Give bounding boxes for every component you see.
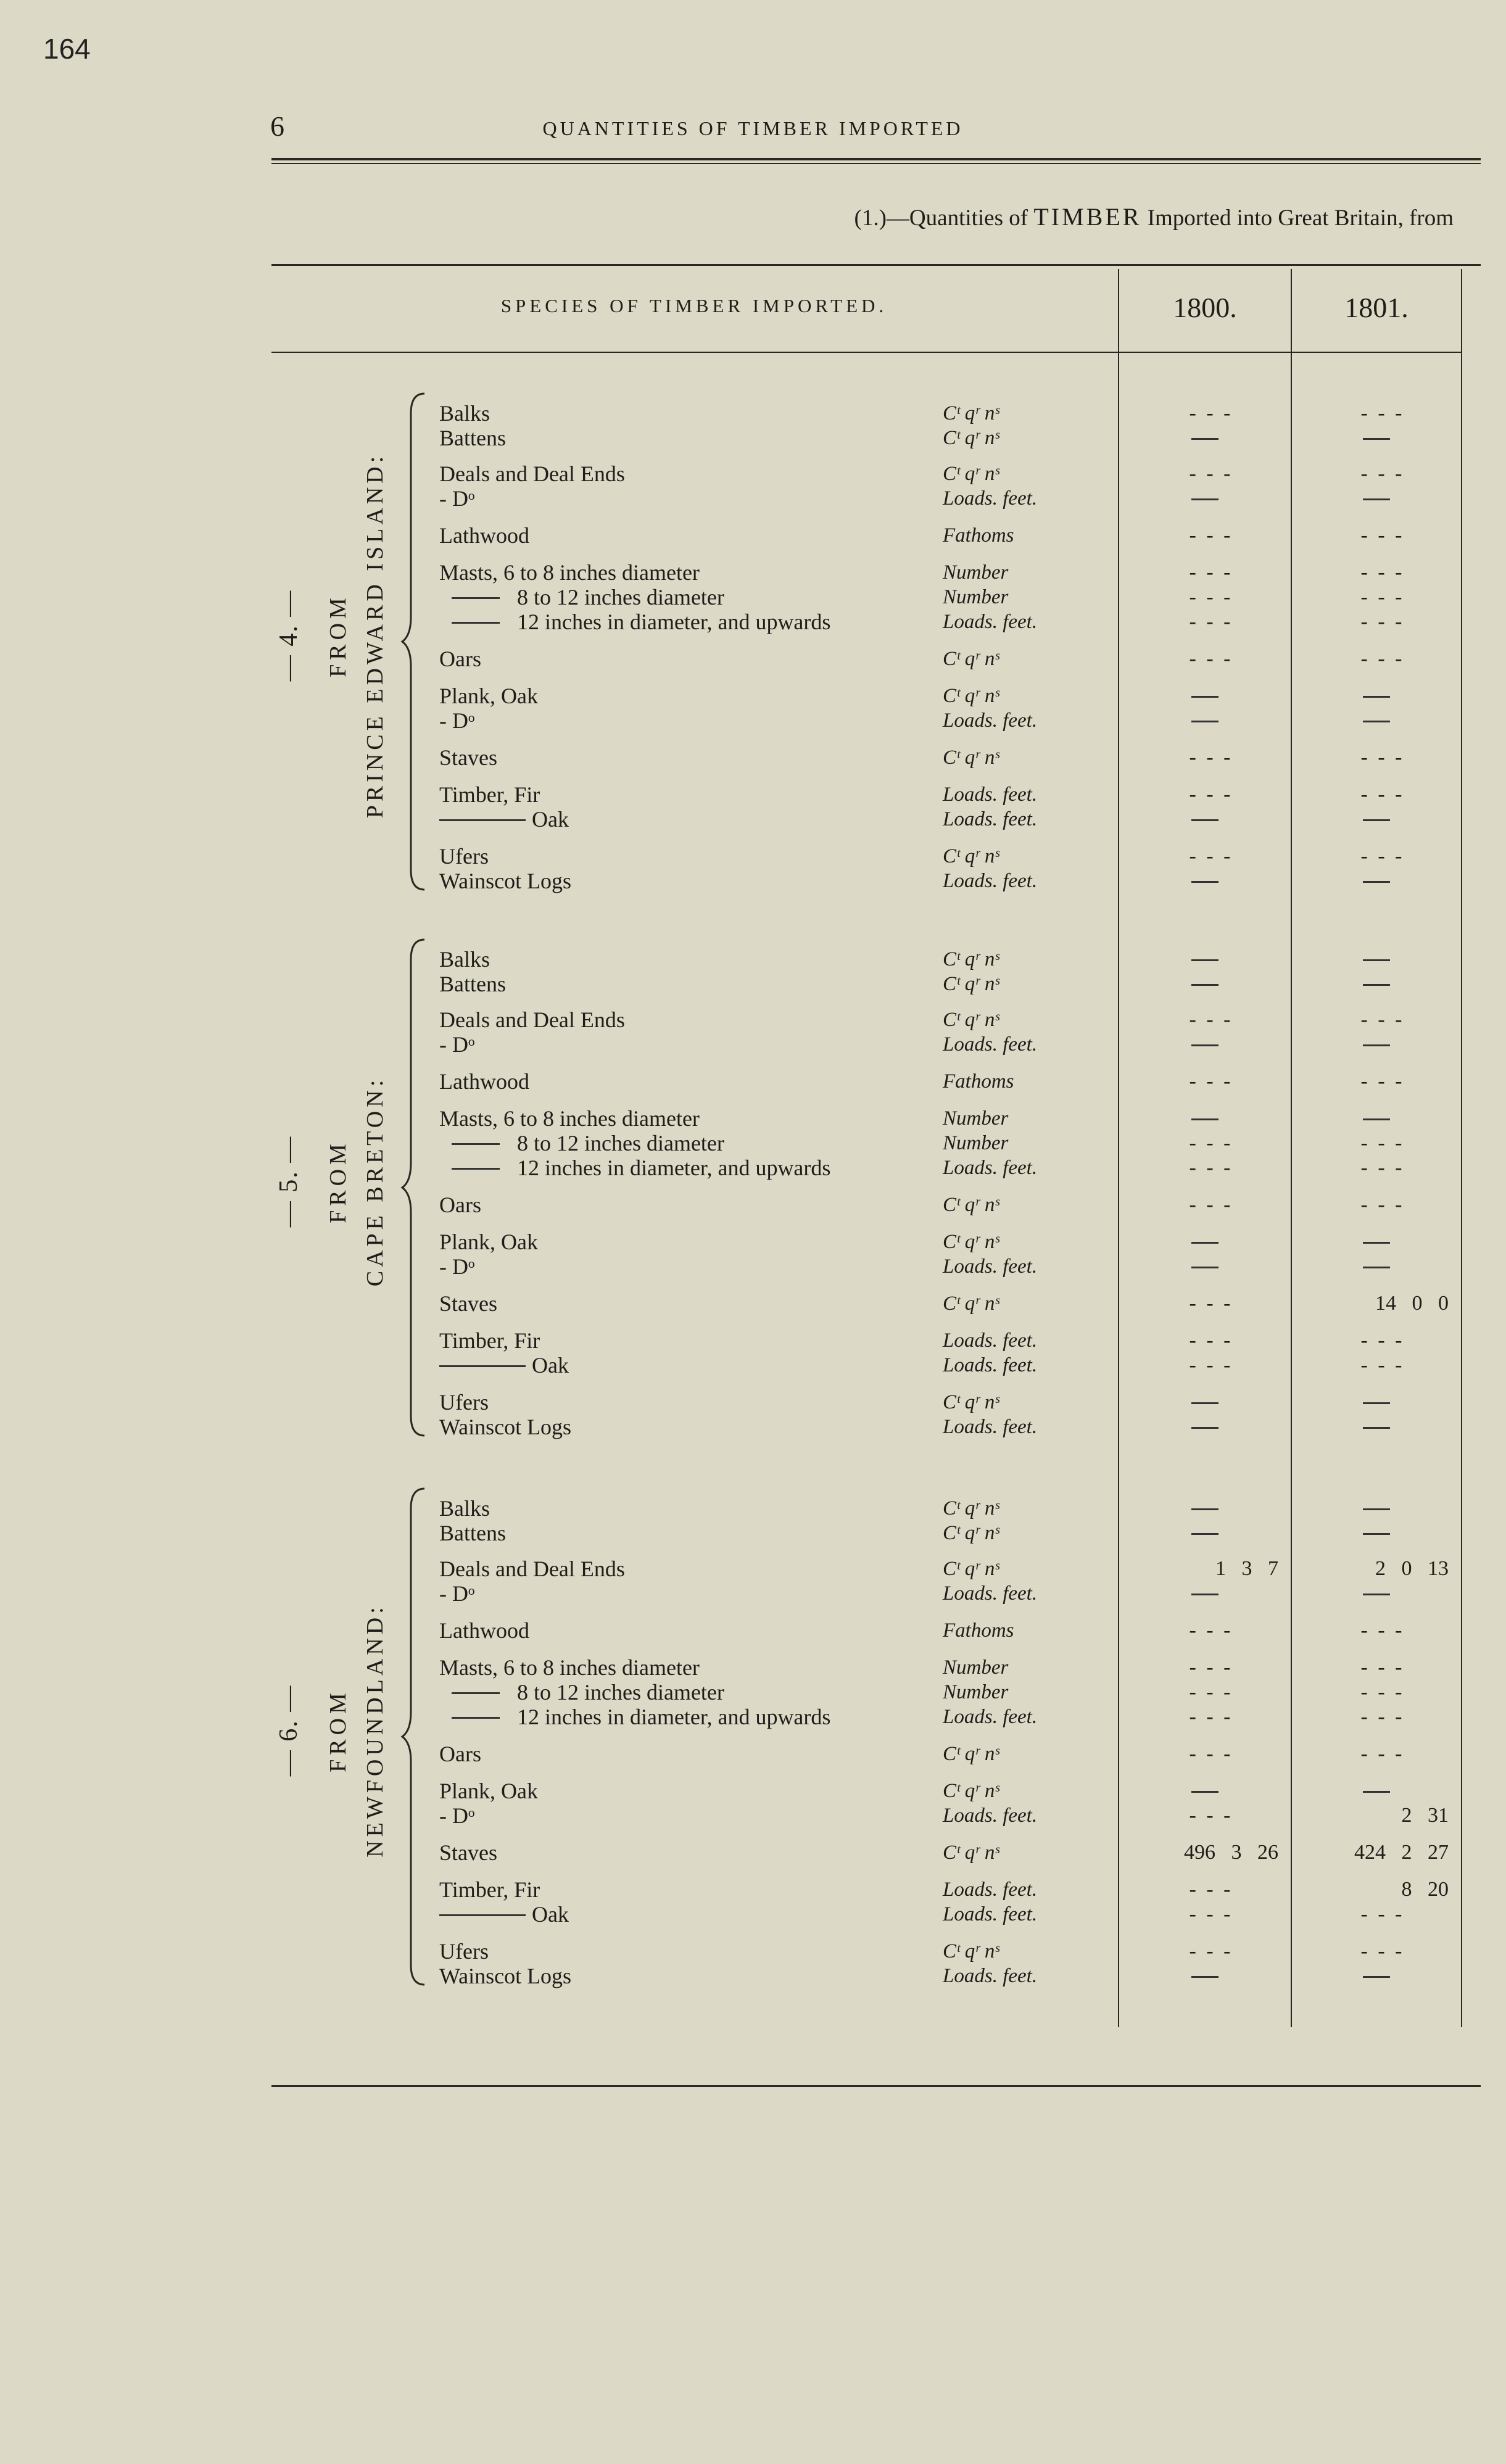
nil-dash [1191, 984, 1218, 986]
species-label: Deals and Deal Ends [439, 1557, 625, 1581]
species-label: - Dᵒ [439, 1803, 475, 1828]
species-label: Balks [439, 1496, 490, 1521]
species-label: Lathwood [439, 1069, 529, 1094]
quantity-value: 1 3 7 [1215, 1557, 1278, 1580]
unit-label: Loads. feet. [943, 870, 1038, 892]
nil-dash [1191, 1533, 1218, 1535]
column-divider-1800 [1118, 269, 1119, 2027]
nil-dash [1363, 984, 1390, 986]
column-divider-right [1461, 269, 1462, 2027]
section-region: PRINCE EDWARD ISLAND: [362, 452, 388, 819]
species-label: Staves [439, 1840, 497, 1865]
species-label: Wainscot Logs [439, 1415, 572, 1439]
nil-dash [1363, 1594, 1390, 1595]
quantity-value: 14 0 0 [1375, 1292, 1449, 1315]
unit-label: Loads. feet. [943, 1255, 1038, 1278]
no-entry-dots: - - - [1360, 746, 1405, 769]
ditto-lead-dash [439, 1914, 526, 1916]
no-entry-dots: - - - [1189, 1292, 1233, 1315]
nil-dash [1191, 1976, 1218, 1978]
species-label: 12 inches in diameter, and upwards [517, 1705, 831, 1729]
species-label: Wainscot Logs [439, 1964, 572, 1988]
unit-label: Cᵗ qʳ nˢ [943, 402, 999, 424]
no-entry-dots: - - - [1360, 1656, 1405, 1679]
nil-dash [1363, 1044, 1390, 1046]
caption-prefix: (1.)—Quantities of [854, 205, 1028, 231]
unit-label: Loads. feet. [943, 1965, 1038, 1987]
unit-label: Loads. feet. [943, 1879, 1038, 1901]
unit-label: Cᵗ qʳ nˢ [943, 1522, 999, 1544]
nil-dash [1191, 1508, 1218, 1510]
nil-dash [1363, 696, 1390, 698]
nil-dash [1191, 1118, 1218, 1120]
species-label: Balks [439, 947, 490, 972]
unit-label: Loads. feet. [943, 709, 1038, 732]
no-entry-dots: - - - [1360, 524, 1405, 547]
unit-label: Number [943, 1681, 1009, 1703]
species-label: Oak [532, 807, 569, 832]
unit-label: Number [943, 1132, 1009, 1154]
no-entry-dots: - - - [1360, 845, 1405, 867]
no-entry-dots: - - - [1189, 1131, 1233, 1154]
unit-label: Cᵗ qʳ nˢ [943, 1292, 999, 1315]
nil-dash [1363, 1267, 1390, 1268]
no-entry-dots: - - - [1360, 1940, 1405, 1962]
no-entry-dots: - - - [1360, 402, 1405, 424]
section-brace [400, 935, 431, 1441]
quantity-value: 8 20 [1401, 1878, 1449, 1901]
nil-dash [1363, 498, 1390, 500]
ditto-lead-dash [439, 1365, 526, 1367]
no-entry-dots: - - - [1189, 524, 1233, 547]
unit-label: Cᵗ qʳ nˢ [943, 1940, 999, 1962]
no-entry-dots: - - - [1360, 585, 1405, 608]
header-year-1801: 1801. [1344, 292, 1409, 323]
species-label: Timber, Fir [439, 1328, 540, 1353]
section-region: NEWFOUNDLAND: [362, 1603, 388, 1858]
unit-label: Loads. feet. [943, 783, 1038, 806]
species-label: Oars [439, 1742, 481, 1766]
species-label: Plank, Oak [439, 684, 538, 708]
species-label: Ufers [439, 1939, 489, 1964]
species-label: Masts, 6 to 8 inches diameter [439, 1655, 700, 1680]
species-label: Staves [439, 1291, 497, 1316]
no-entry-dots: - - - [1360, 1681, 1405, 1703]
nil-dash [1363, 881, 1390, 883]
header-year-1800: 1800. [1173, 292, 1237, 323]
no-entry-dots: - - - [1189, 1070, 1233, 1093]
unit-label: Cᵗ qʳ nˢ [943, 746, 999, 769]
unit-label: Loads. feet. [943, 1805, 1038, 1827]
unit-label: Loads. feet. [943, 1033, 1038, 1056]
no-entry-dots: - - - [1189, 1804, 1233, 1827]
nil-dash [1363, 819, 1390, 821]
nil-dash [1191, 498, 1218, 500]
unit-label: Cᵗ qʳ nˢ [943, 1842, 999, 1864]
scan-page-number: 164 [43, 33, 91, 65]
no-entry-dots: - - - [1360, 1131, 1405, 1154]
table-caption [854, 202, 1454, 231]
header-top-rule [271, 264, 1481, 266]
species-label: Ufers [439, 1390, 489, 1415]
no-entry-dots: - - - [1189, 647, 1233, 670]
no-entry-dots: - - - [1189, 1656, 1233, 1679]
no-entry-dots: - - - [1189, 1193, 1233, 1216]
unit-label: Fathoms [943, 1070, 1014, 1093]
ditto-lead-dash [452, 1692, 500, 1694]
species-label: 12 inches in diameter, and upwards [517, 1156, 831, 1180]
species-label: - Dᵒ [439, 1032, 475, 1057]
no-entry-dots: - - - [1189, 1742, 1233, 1765]
no-entry-dots: - - - [1189, 1619, 1233, 1642]
nil-dash [1191, 1594, 1218, 1595]
no-entry-dots: - - - [1360, 1354, 1405, 1376]
ditto-lead-dash [452, 1143, 500, 1145]
species-label: 8 to 12 inches diameter [517, 1680, 724, 1705]
page-number: 6 [270, 110, 284, 142]
no-entry-dots: - - - [1189, 1903, 1233, 1925]
no-entry-dots: - - - [1189, 1156, 1233, 1179]
no-entry-dots: - - - [1189, 402, 1233, 424]
nil-dash [1363, 959, 1390, 961]
species-label: Staves [439, 745, 497, 770]
no-entry-dots: - - - [1189, 1940, 1233, 1962]
species-label: 12 inches in diameter, and upwards [517, 610, 831, 634]
header-bottom-rule [271, 352, 1462, 353]
no-entry-dots: - - - [1189, 1008, 1233, 1031]
nil-dash [1191, 721, 1218, 722]
no-entry-dots: - - - [1189, 1705, 1233, 1728]
species-label: 8 to 12 inches diameter [517, 585, 724, 610]
section-brace [400, 389, 431, 895]
species-label: - Dᵒ [439, 1254, 475, 1279]
unit-label: Cᵗ qʳ nˢ [943, 845, 999, 867]
nil-dash [1191, 1791, 1218, 1793]
no-entry-dots: - - - [1189, 585, 1233, 608]
unit-label: Loads. feet. [943, 808, 1038, 830]
species-label: - Dᵒ [439, 486, 475, 511]
species-label: Lathwood [439, 523, 529, 548]
species-label: Masts, 6 to 8 inches diameter [439, 560, 700, 585]
no-entry-dots: - - - [1360, 1742, 1405, 1765]
species-label: Deals and Deal Ends [439, 461, 625, 486]
section-number: — 5. — [275, 1135, 303, 1228]
species-label: Oars [439, 1193, 481, 1217]
species-label: Battens [439, 1521, 506, 1545]
species-label: Masts, 6 to 8 inches diameter [439, 1106, 700, 1131]
section-from-label: FROM [325, 1139, 351, 1223]
unit-label: Cᵗ qʳ nˢ [943, 1231, 999, 1253]
no-entry-dots: - - - [1360, 1156, 1405, 1179]
section-brace [400, 1484, 431, 1990]
nil-dash [1191, 1044, 1218, 1046]
column-divider-1801 [1291, 269, 1292, 2027]
unit-label: Cᵗ qʳ nˢ [943, 973, 999, 995]
species-label: Timber, Fir [439, 1877, 540, 1902]
no-entry-dots: - - - [1360, 610, 1405, 633]
nil-dash [1363, 1242, 1390, 1244]
unit-label: Loads. feet. [943, 487, 1038, 510]
species-label: - Dᵒ [439, 708, 475, 733]
species-label: Oak [532, 1353, 569, 1378]
no-entry-dots: - - - [1360, 1329, 1405, 1352]
no-entry-dots: - - - [1189, 610, 1233, 633]
no-entry-dots: - - - [1360, 1008, 1405, 1031]
ditto-lead-dash [452, 622, 500, 624]
species-label: Timber, Fir [439, 782, 540, 807]
nil-dash [1363, 1427, 1390, 1429]
unit-label: Number [943, 1656, 1009, 1679]
no-entry-dots: - - - [1189, 561, 1233, 584]
nil-dash [1191, 959, 1218, 961]
section-from-label: FROM [325, 1689, 351, 1772]
nil-dash [1363, 1402, 1390, 1404]
no-entry-dots: - - - [1360, 1903, 1405, 1925]
unit-label: Cᵗ qʳ nˢ [943, 948, 999, 970]
unit-label: Loads. feet. [943, 1354, 1038, 1376]
ditto-lead-dash [452, 597, 500, 599]
quantity-value: 496 3 26 [1184, 1841, 1278, 1864]
species-label: Battens [439, 972, 506, 996]
quantity-value: 2 31 [1401, 1804, 1449, 1827]
nil-dash [1191, 1242, 1218, 1244]
ditto-lead-dash [452, 1717, 500, 1719]
unit-label: Cᵗ qʳ nˢ [943, 463, 999, 485]
species-label: 8 to 12 inches diameter [517, 1131, 724, 1156]
section-number: — 4. — [275, 589, 303, 682]
no-entry-dots: - - - [1360, 462, 1405, 485]
header-species: SPECIES OF TIMBER IMPORTED. [500, 295, 888, 316]
no-entry-dots: - - - [1189, 1878, 1233, 1901]
ditto-lead-dash [452, 1168, 500, 1170]
nil-dash [1363, 1508, 1390, 1510]
species-label: Oars [439, 647, 481, 671]
nil-dash [1191, 1267, 1218, 1268]
species-label: Balks [439, 401, 490, 426]
no-entry-dots: - - - [1189, 1681, 1233, 1703]
nil-dash [1363, 1976, 1390, 1978]
no-entry-dots: - - - [1189, 845, 1233, 867]
species-label: Ufers [439, 844, 489, 869]
no-entry-dots: - - - [1360, 561, 1405, 584]
running-title: QUANTITIES OF TIMBER IMPORTED [542, 117, 964, 139]
nil-dash [1363, 1533, 1390, 1535]
species-label: Lathwood [439, 1618, 529, 1643]
top-rule-thick [271, 158, 1481, 160]
species-label: - Dᵒ [439, 1581, 475, 1606]
unit-label: Cᵗ qʳ nˢ [943, 1194, 999, 1216]
unit-label: Cᵗ qʳ nˢ [943, 648, 999, 670]
species-label: Oak [532, 1902, 569, 1927]
no-entry-dots: - - - [1189, 462, 1233, 485]
no-entry-dots: - - - [1360, 647, 1405, 670]
top-rule-thin [271, 163, 1481, 164]
nil-dash [1191, 438, 1218, 440]
nil-dash [1363, 1118, 1390, 1120]
unit-label: Loads. feet. [943, 611, 1038, 633]
unit-label: Cᵗ qʳ nˢ [943, 427, 999, 449]
unit-label: Cᵗ qʳ nˢ [943, 1009, 999, 1031]
unit-label: Loads. feet. [943, 1157, 1038, 1179]
species-label: Wainscot Logs [439, 869, 572, 893]
unit-label: Loads. feet. [943, 1706, 1038, 1728]
unit-label: Cᵗ qʳ nˢ [943, 1780, 999, 1802]
unit-label: Loads. feet. [943, 1329, 1038, 1352]
unit-label: Fathoms [943, 1619, 1014, 1642]
unit-label: Cᵗ qʳ nˢ [943, 1497, 999, 1519]
unit-label: Number [943, 586, 1009, 608]
unit-label: Loads. feet. [943, 1582, 1038, 1605]
unit-label: Number [943, 561, 1009, 584]
nil-dash [1363, 438, 1390, 440]
unit-label: Cᵗ qʳ nˢ [943, 1743, 999, 1765]
bottom-rule [271, 2085, 1481, 2087]
unit-label: Loads. feet. [943, 1416, 1038, 1438]
no-entry-dots: - - - [1189, 746, 1233, 769]
nil-dash [1191, 819, 1218, 821]
no-entry-dots: - - - [1360, 1705, 1405, 1728]
section-from-label: FROM [325, 593, 351, 677]
no-entry-dots: - - - [1189, 783, 1233, 806]
section-region: CAPE BRETON: [362, 1076, 388, 1287]
unit-label: Number [943, 1107, 1009, 1130]
unit-label: Cᵗ qʳ nˢ [943, 1558, 999, 1580]
species-label: Deals and Deal Ends [439, 1007, 625, 1032]
no-entry-dots: - - - [1360, 783, 1405, 806]
nil-dash [1191, 1427, 1218, 1429]
quantity-value: 2 0 13 [1375, 1557, 1449, 1580]
caption-suffix: Imported into Great Britain, from [1147, 205, 1454, 231]
quantity-value: 424 2 27 [1354, 1841, 1449, 1864]
ditto-lead-dash [439, 819, 526, 821]
species-label: Plank, Oak [439, 1230, 538, 1254]
unit-label: Fathoms [943, 524, 1014, 547]
unit-label: Loads. feet. [943, 1903, 1038, 1925]
no-entry-dots: - - - [1360, 1070, 1405, 1093]
unit-label: Cᵗ qʳ nˢ [943, 1391, 999, 1413]
no-entry-dots: - - - [1189, 1329, 1233, 1352]
species-label: Plank, Oak [439, 1779, 538, 1803]
nil-dash [1191, 1402, 1218, 1404]
nil-dash [1363, 1791, 1390, 1793]
unit-label: Cᵗ qʳ nˢ [943, 685, 999, 707]
no-entry-dots: - - - [1360, 1619, 1405, 1642]
nil-dash [1191, 696, 1218, 698]
no-entry-dots: - - - [1189, 1354, 1233, 1376]
species-label: Battens [439, 426, 506, 450]
nil-dash [1191, 881, 1218, 883]
caption-bold-word: TIMBER [1033, 203, 1142, 231]
section-number: — 6. — [275, 1684, 303, 1777]
no-entry-dots: - - - [1360, 1193, 1405, 1216]
nil-dash [1363, 721, 1390, 722]
